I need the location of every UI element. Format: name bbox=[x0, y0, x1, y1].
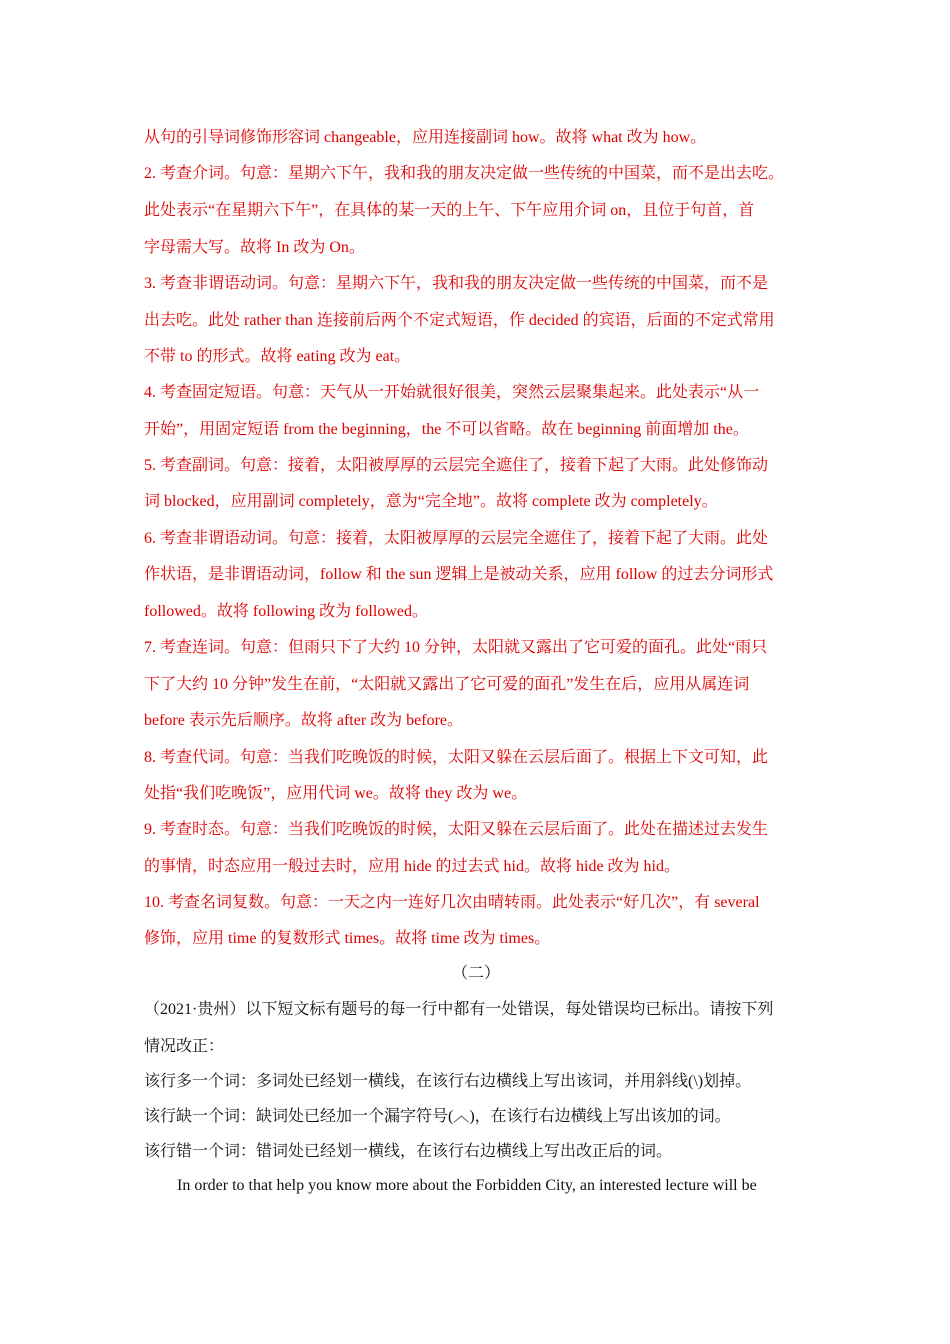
answer-line: 2. 考查介词。句意：星期六下午，我和我的朋友决定做一些传统的中国菜，而不是出去吃。 bbox=[144, 165, 785, 182]
answer-line: 的事情，时态应用一般过去时，应用 hide 的过去式 hid。故将 hide 改为 hid。 bbox=[144, 858, 680, 875]
answer-line: 不带 to 的形式。故将 eating 改为 eat。 bbox=[144, 348, 411, 365]
answer-line: 作状语，是非谓语动词，follow 和 the sun 逻辑上是被动关系，应用 follow 的过去分词形式 bbox=[144, 566, 774, 583]
answer-line: 5. 考查副词。句意：接着，太阳被厚厚的云层完全遮住了，接着下起了大雨。此处修饰动 bbox=[144, 457, 769, 474]
instruction-line: （2021·贵州）以下短文标有题号的每一行中都有一处错误，每处错误均已标出。请按下列 bbox=[144, 1001, 774, 1018]
answer-line: 7. 考查连词。句意：但雨只下了大约 10 分钟，太阳就又露出了它可爱的面孔。此处“雨只 bbox=[144, 639, 768, 656]
answer-line: 词 blocked，应用副词 completely，意为“完全地”。故将 complete 改为 completely。 bbox=[144, 493, 718, 510]
answer-line: 下了大约 10 分钟”发生在前，“太阳就又露出了它可爱的面孔”发生在后，应用从属连词 bbox=[144, 676, 750, 693]
answer-line: 3. 考查非谓语动词。句意：星期六下午，我和我的朋友决定做一些传统的中国菜，而不是 bbox=[144, 275, 769, 292]
answer-line: 10. 考查名词复数。句意：一天之内一连好几次由晴转雨。此处表示“好几次”，有 several bbox=[144, 894, 760, 911]
passage-line: In order to that help you know more about the Forbidden City, an interested lecture will be bbox=[177, 1177, 757, 1194]
instruction-line: 该行缺一个词：缺词处已经加一个漏字符号(︿)，在该行右边横线上写出该加的词。 bbox=[144, 1108, 731, 1125]
answer-line: before 表示先后顺序。故将 after 改为 before。 bbox=[144, 712, 464, 729]
answer-line: 8. 考查代词。句意：当我们吃晚饭的时候，太阳又躲在云层后面了。根据上下文可知，此 bbox=[144, 749, 769, 766]
instruction-line: 该行多一个词：多词处已经划一横线，在该行右边横线上写出该词，并用斜线(\)划掉。 bbox=[144, 1073, 752, 1090]
answer-line: 此处表示“在星期六下午”，在具体的某一天的上午、下午应用介词 on，且位于句首，首 bbox=[144, 202, 755, 219]
answer-line: 开始”，用固定短语 from the beginning，the 不可以省略。故在 beginning 前面增加 the。 bbox=[144, 421, 749, 438]
answer-line: 字母需大写。故将 In 改为 On。 bbox=[144, 239, 365, 256]
section-heading: （二） bbox=[451, 965, 500, 982]
answer-line: followed。故将 following 改为 followed。 bbox=[144, 603, 428, 620]
instruction-line: 该行错一个词：错词处已经划一横线，在该行右边横线上写出改正后的词。 bbox=[144, 1143, 673, 1160]
answer-line: 9. 考查时态。句意：当我们吃晚饭的时候，太阳又躲在云层后面了。此处在描述过去发生 bbox=[144, 821, 769, 838]
answer-line: 4. 考查固定短语。句意：天气从一开始就很好很美，突然云层聚集起来。此处表示“从一 bbox=[144, 384, 760, 401]
answer-line: 6. 考查非谓语动词。句意：接着，太阳被厚厚的云层完全遮住了，接着下起了大雨。此处 bbox=[144, 530, 769, 547]
answer-line: 修饰，应用 time 的复数形式 times。故将 time 改为 times。 bbox=[144, 930, 551, 947]
answer-line: 从句的引导词修饰形容词 changeable，应用连接副词 how。故将 what 改为 how。 bbox=[144, 129, 707, 146]
instruction-line: 情况改正： bbox=[144, 1038, 225, 1055]
answer-line: 出去吃。此处 rather than 连接前后两个不定式短语，作 decided 的宾语，后面的不定式常用 bbox=[144, 312, 775, 329]
answer-line: 处指“我们吃晚饭”，应用代词 we。故将 they 改为 we。 bbox=[144, 785, 528, 802]
